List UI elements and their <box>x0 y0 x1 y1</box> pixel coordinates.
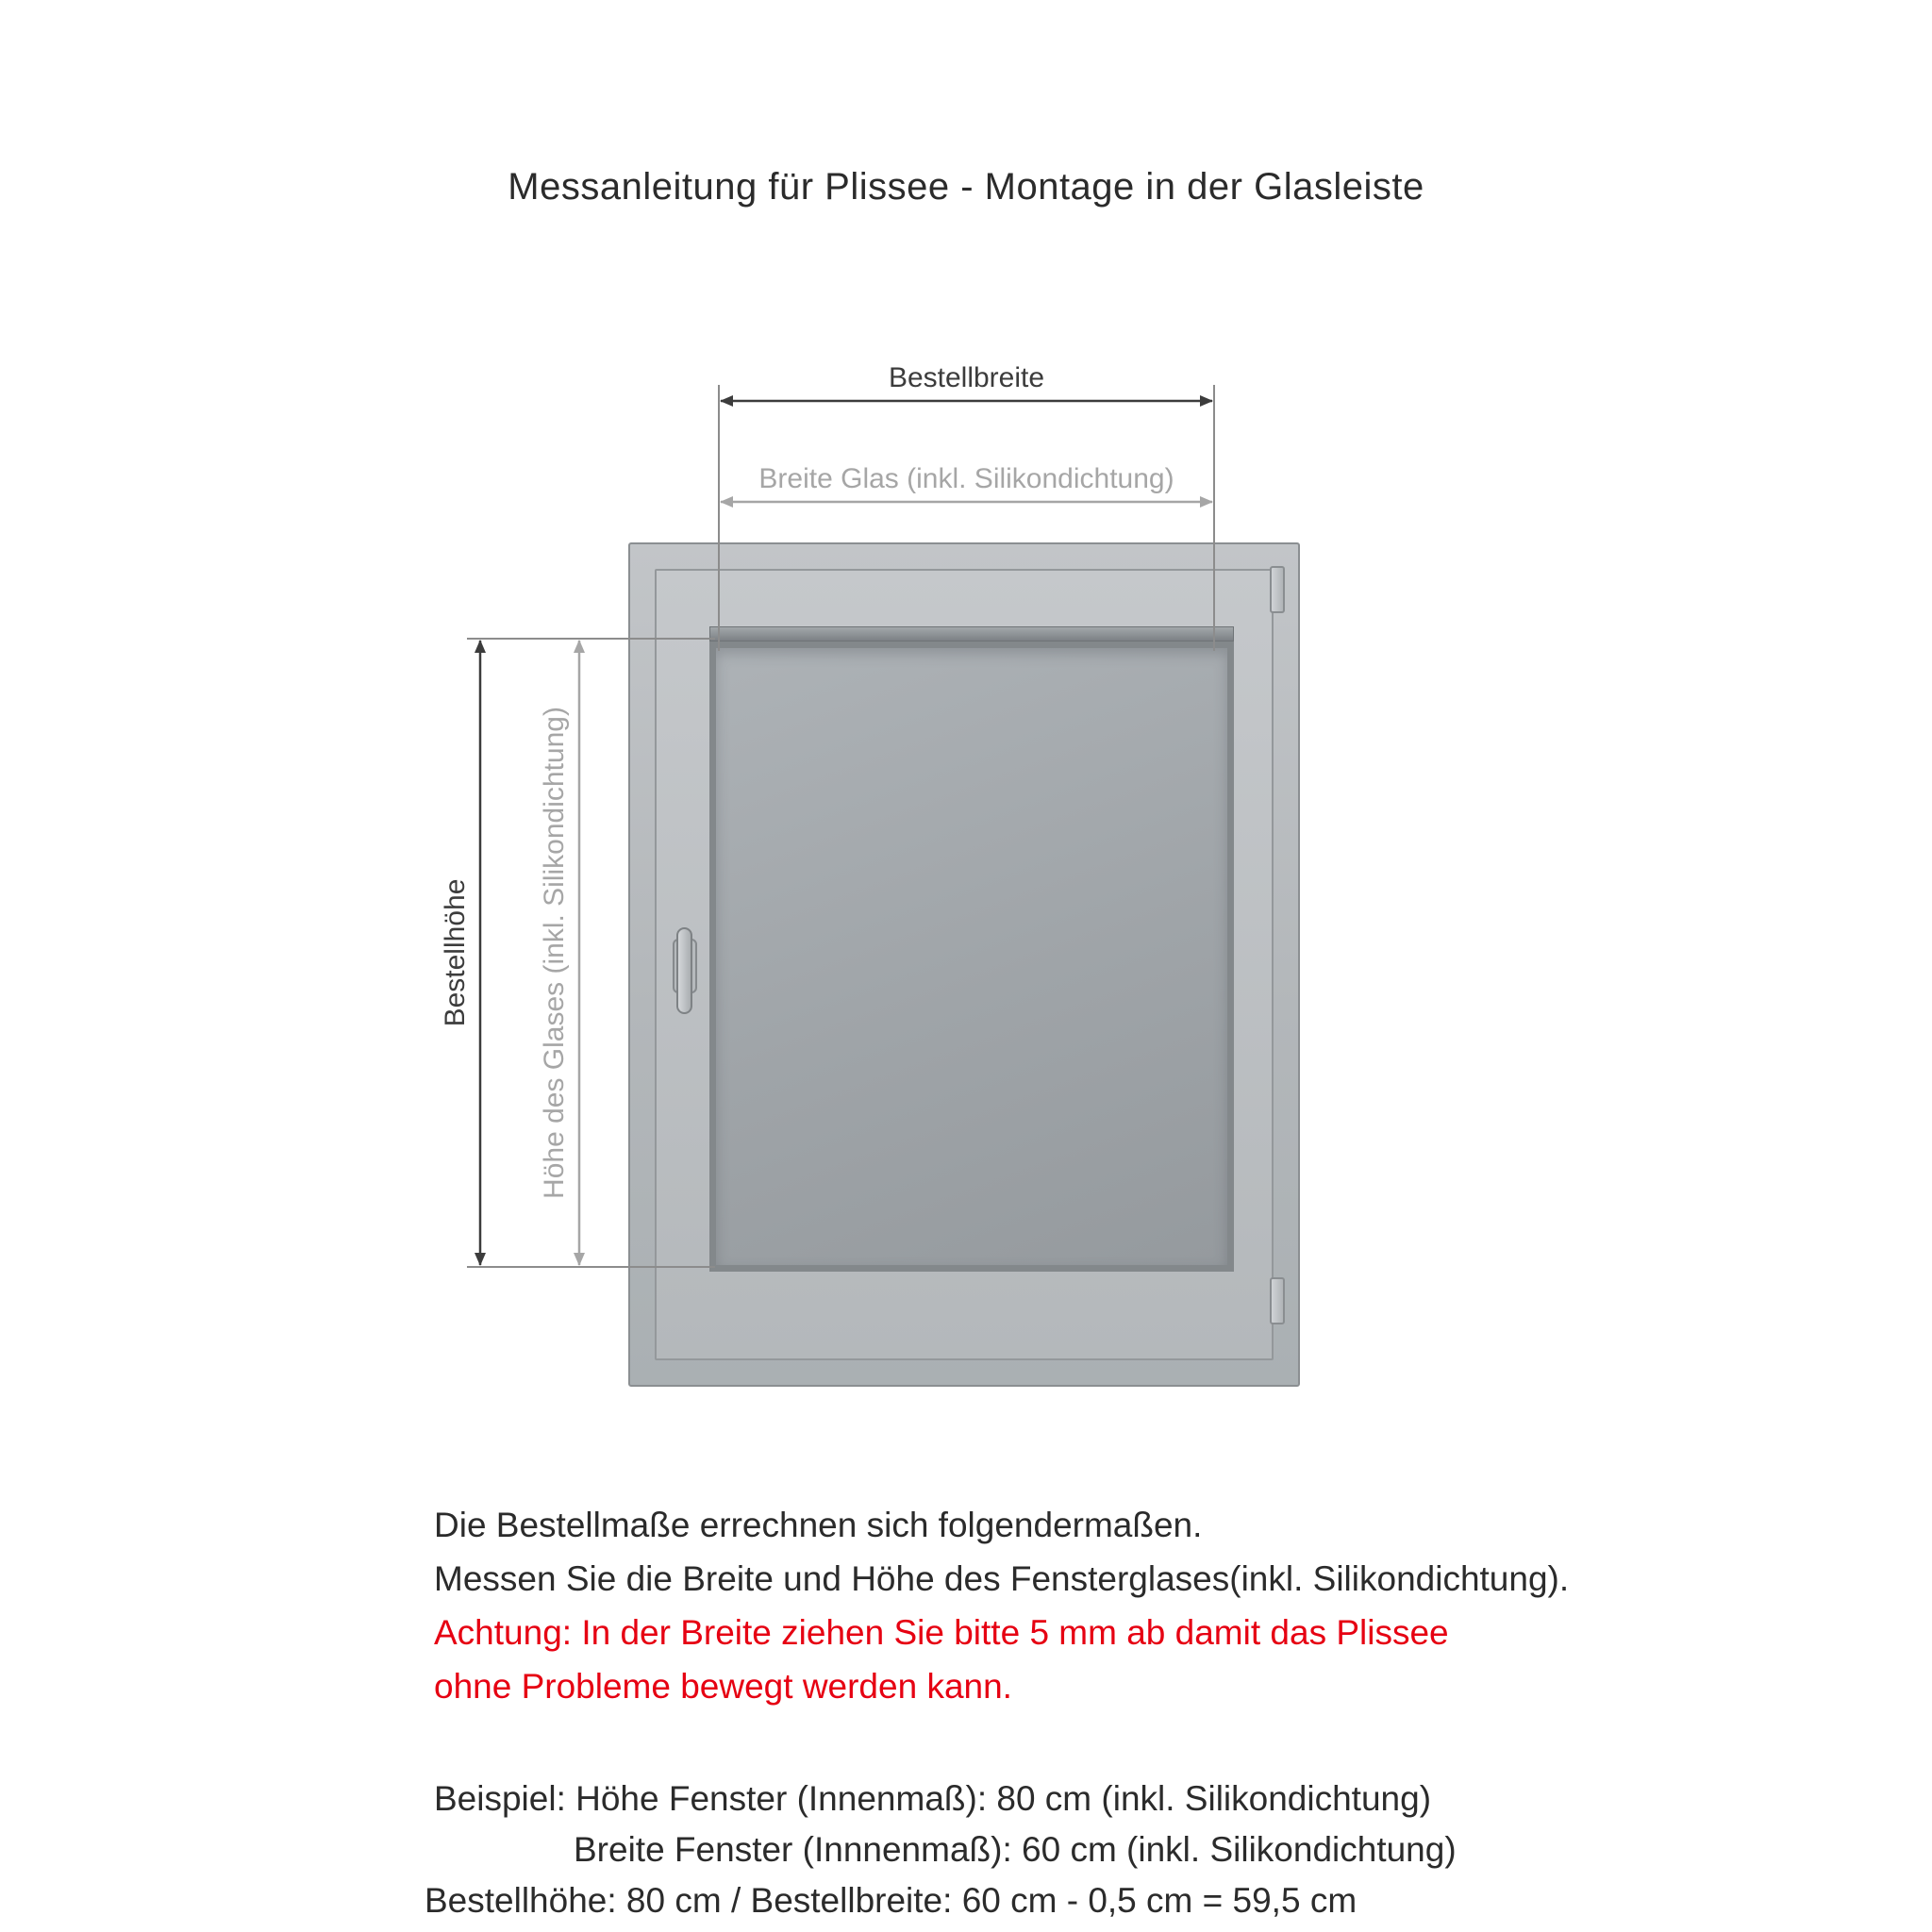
example-block <box>425 1774 1457 1926</box>
hinge-bottom <box>1270 1277 1285 1324</box>
instruction-line-2: Messen Sie die Breite und Höhe des Fensterglases(inkl. Silikondichtung). <box>434 1559 1570 1598</box>
example-width-line: Breite Fenster (Innnenmaß): 60 cm (inkl. Silikondichtung) <box>574 1830 1457 1869</box>
glass-height-label: Höhe des Glases (inkl. Silikondichtung) <box>539 707 570 1199</box>
instruction-block <box>434 1498 1569 1713</box>
order-height-label: Bestellhöhe <box>440 878 471 1027</box>
page-title: Messanleitung für Plissee - Montage in der Glasleiste <box>508 166 1424 208</box>
instruction-line-1: Die Bestellmaße errechnen sich folgendermaßen. <box>434 1506 1203 1544</box>
warning-line-1: Achtung: In der Breite ziehen Sie bitte 5 mm ab damit das Plissee <box>434 1613 1449 1652</box>
plissee-top-rail <box>709 626 1234 641</box>
order-width-label: Bestellbreite <box>888 362 1045 393</box>
example-height-line: Beispiel: Höhe Fenster (Innenmaß): 80 cm (inkl. Silikondichtung) <box>434 1779 1432 1818</box>
window-glass <box>709 641 1234 1272</box>
window-handle <box>676 927 692 1014</box>
glass-width-label: Breite Glas (inkl. Silikondichtung) <box>758 463 1174 494</box>
warning-line-2: ohne Probleme bewegt werden kann. <box>434 1667 1012 1706</box>
example-result-line: Bestellhöhe: 80 cm / Bestellbreite: 60 cm - 0,5 cm = 59,5 cm <box>425 1881 1357 1920</box>
window-glass-assembly <box>709 626 1234 1272</box>
hinge-top <box>1270 566 1285 613</box>
